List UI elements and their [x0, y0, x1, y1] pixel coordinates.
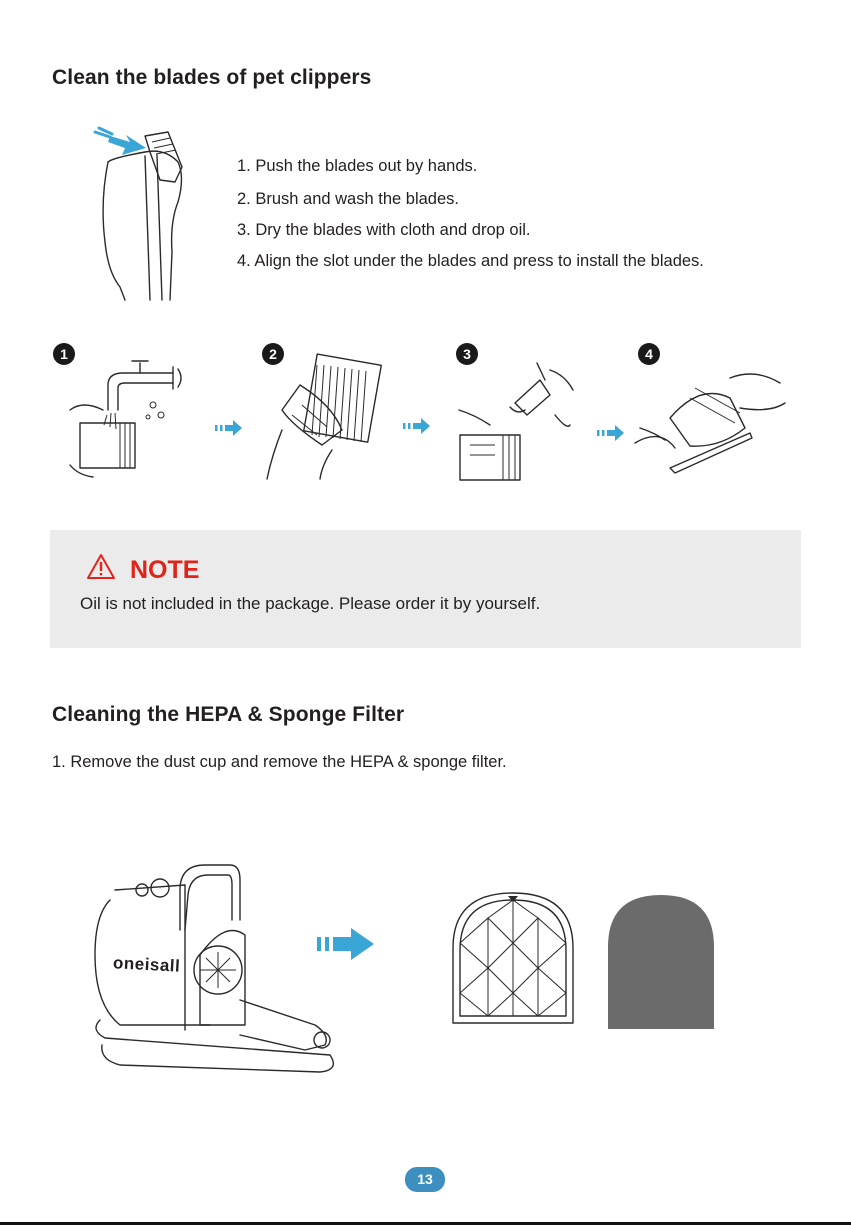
note-box — [50, 530, 801, 648]
blade-step-3: 3. Dry the blades with cloth and drop oil. — [237, 221, 531, 239]
note-text: Oil is not included in the package. Please order it by yourself. — [80, 594, 541, 613]
section-title-hepa-filter: Cleaning the HEPA & Sponge Filter — [52, 703, 405, 726]
arrow-icon — [403, 418, 431, 434]
arrow-icon — [317, 928, 375, 960]
blade-step-2: 2. Brush and wash the blades. — [237, 190, 459, 208]
page-bottom-rule — [0, 1222, 851, 1225]
device-brand-logo: oneisall — [112, 953, 181, 976]
arrow-icon — [597, 425, 625, 441]
blade-step-4: 4. Align the slot under the blades and press to install the blades. — [237, 252, 704, 270]
faucet-rinse-illustration — [68, 355, 188, 480]
note-title: NOTE — [130, 556, 200, 584]
oil-drop-illustration — [455, 355, 575, 480]
blade-step-1: 1. Push the blades out by hands. — [237, 157, 478, 175]
brush-blades-illustration — [262, 355, 382, 480]
step-badge-1: 1 — [53, 343, 75, 365]
clipper-illustration — [90, 122, 200, 302]
hepa-filter-illustration — [448, 888, 578, 1028]
arrow-icon — [215, 420, 243, 436]
warning-icon — [86, 553, 116, 580]
section-title-clean-blades: Clean the blades of pet clippers — [52, 66, 372, 89]
install-blades-illustration — [630, 358, 790, 478]
filter-step-1: 1. Remove the dust cup and remove the HEPA & sponge filter. — [52, 753, 507, 771]
step-badge-2: 2 — [262, 343, 284, 365]
step-badge-4: 4 — [638, 343, 660, 365]
step-badge-3: 3 — [456, 343, 478, 365]
sponge-filter-illustration — [608, 895, 714, 1030]
page-number-badge: 13 — [405, 1167, 445, 1192]
